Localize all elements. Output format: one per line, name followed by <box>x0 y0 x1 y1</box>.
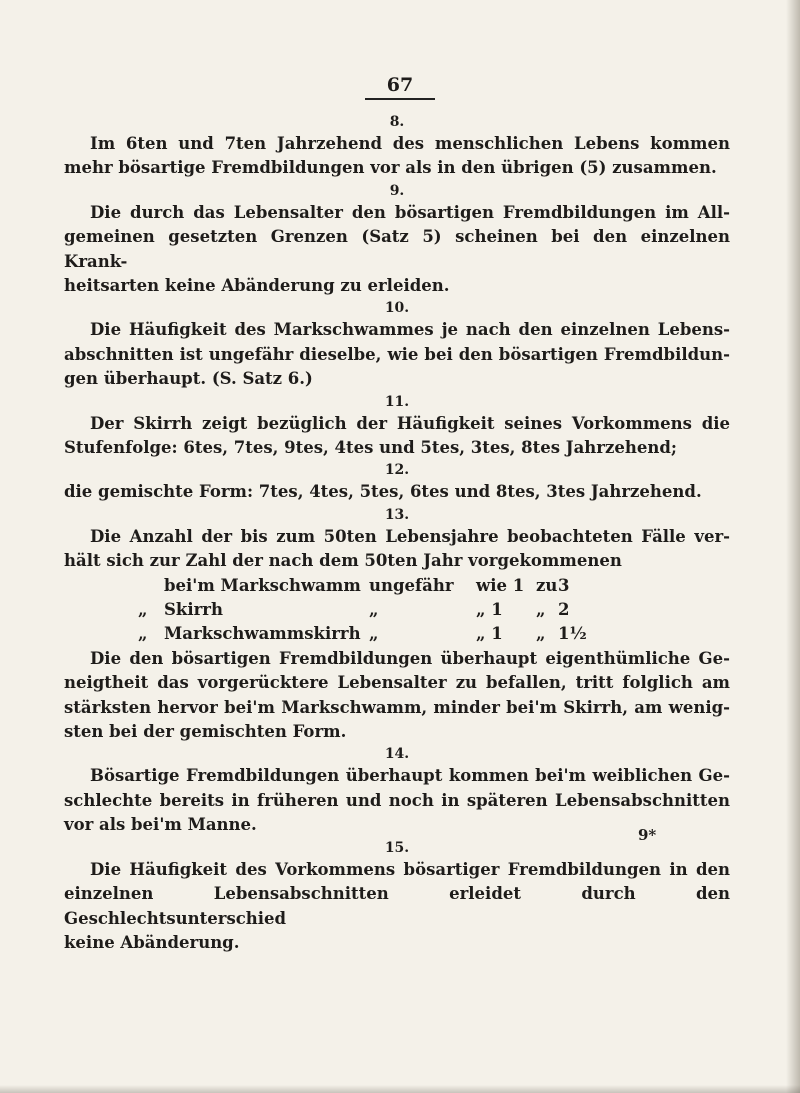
ditto-mark: „ <box>138 600 148 620</box>
tumor-type: Skirrh <box>164 600 223 620</box>
ratio-row-markschwammskirrh <box>138 622 730 646</box>
section-9-text <box>64 201 730 299</box>
page-bottom-shadow <box>0 1085 800 1093</box>
section-13-conclusion <box>64 647 730 745</box>
text-line: gen überhaupt. (S. Satz 6.) <box>64 369 313 389</box>
ratio-before-50: wie 1 <box>476 575 525 595</box>
section-11-text <box>64 412 730 461</box>
text-line: schlechte bereits in früheren und noch in späteren Lebensabschnitten <box>64 790 730 810</box>
text-line: einzelnen Lebensabschnitten erleidet durch den Geschlechtsunterschied <box>64 884 730 928</box>
text-line: gemeinen gesetzten Grenzen (Satz 5) scheinen bei den einzelnen Krank- <box>64 227 730 271</box>
ratio-separator: zu <box>536 575 558 595</box>
ratio-row-skirrh <box>138 598 730 622</box>
ratio-after-50: 3 <box>558 575 570 595</box>
section-12-text <box>64 480 730 504</box>
tumor-type: bei'm Markschwamm <box>164 575 361 595</box>
section-number-11: 11. <box>384 393 410 410</box>
text-line: Stufenfolge: 6tes, 7tes, 9tes, 4tes und 5tes, 3tes, 8tes Jahrzehend; <box>64 438 677 458</box>
text-line: mehr bösartige Fremdbildungen vor als in den übrigen (5) zusammen. <box>64 158 717 178</box>
text-line: keine Abänderung. <box>64 932 240 952</box>
page-body <box>64 112 730 955</box>
signature-mark: 9* <box>638 826 657 844</box>
ratio-before-50: „ 1 <box>476 600 503 620</box>
section-10-text <box>64 318 730 391</box>
section-number-13: 13. <box>384 506 410 523</box>
text-line: Bösartige Fremdbildungen überhaupt kommen bei'm weiblichen Ge- <box>90 766 730 786</box>
ratio-after-50: 2 <box>558 600 570 620</box>
text-line: Der Skirrh zeigt bezüglich der Häufigkeit seines Vorkommens die <box>90 413 730 433</box>
text-line: die gemischte Form: 7tes, 4tes, 5tes, 6tes und 8tes, 3tes Jahrzehend. <box>64 482 702 502</box>
text-line: heitsarten keine Abänderung zu erleiden. <box>64 276 450 296</box>
text-line: Im 6ten und 7ten Jahrzehend des menschlichen Lebens kommen <box>90 134 730 153</box>
text-line: Die Häufigkeit des Vorkommens bösartiger Fremdbildungen in den <box>90 859 730 879</box>
text-line: Die Anzahl der bis zum 50ten Lebensjahre beobachteten Fälle ver- <box>90 526 730 546</box>
ratio-word: „ <box>369 600 379 620</box>
text-line: abschnitten ist ungefähr dieselbe, wie bei den bösartigen Fremdbildun- <box>64 344 730 364</box>
page-number: 67 <box>365 74 435 100</box>
section-8-text <box>64 132 730 181</box>
ratio-separator: „ <box>536 600 546 620</box>
section-14-text <box>64 764 730 837</box>
text-line: vor als bei'm Manne. <box>64 815 257 835</box>
ratio-row-markschwamm <box>138 574 730 598</box>
ratio-table <box>138 574 730 647</box>
section-number-15: 15. <box>384 839 410 856</box>
ditto-mark <box>138 574 164 598</box>
text-line: neigtheit das vorgerücktere Lebensalter zu befallen, tritt folglich am <box>64 673 730 693</box>
ratio-separator: „ <box>536 624 546 644</box>
text-line: sten bei der gemischten Form. <box>64 722 347 742</box>
ratio-before-50: „ 1 <box>476 624 503 644</box>
ratio-word: „ <box>369 624 379 644</box>
section-13-text <box>64 525 730 574</box>
section-number-8: 8. <box>389 114 405 130</box>
text-line: hält sich zur Zahl der nach dem 50ten Jahr vorgekommenen <box>64 551 622 571</box>
ratio-after-50: 1½ <box>558 624 587 644</box>
section-number-14: 14. <box>384 746 410 763</box>
ditto-mark: „ <box>138 624 148 644</box>
section-15-text <box>64 858 730 956</box>
text-line: stärksten hervor bei'm Markschwamm, minder bei'm Skirrh, am wenig- <box>64 697 730 717</box>
text-line: Die den bösartigen Fremdbildungen überhaupt eigenthümliche Ge- <box>90 648 730 668</box>
section-number-12: 12. <box>384 462 410 479</box>
ratio-word: ungefähr <box>369 575 454 595</box>
page-edge-shadow <box>786 0 800 1093</box>
section-number-9: 9. <box>389 182 405 199</box>
section-number-10: 10. <box>384 300 410 317</box>
text-line: Die Häufigkeit des Markschwammes je nach den einzelnen Lebens- <box>90 320 730 340</box>
text-line: Die durch das Lebensalter den bösartigen Fremdbildungen im All- <box>90 202 730 222</box>
tumor-type: Markschwammskirrh <box>164 624 361 644</box>
